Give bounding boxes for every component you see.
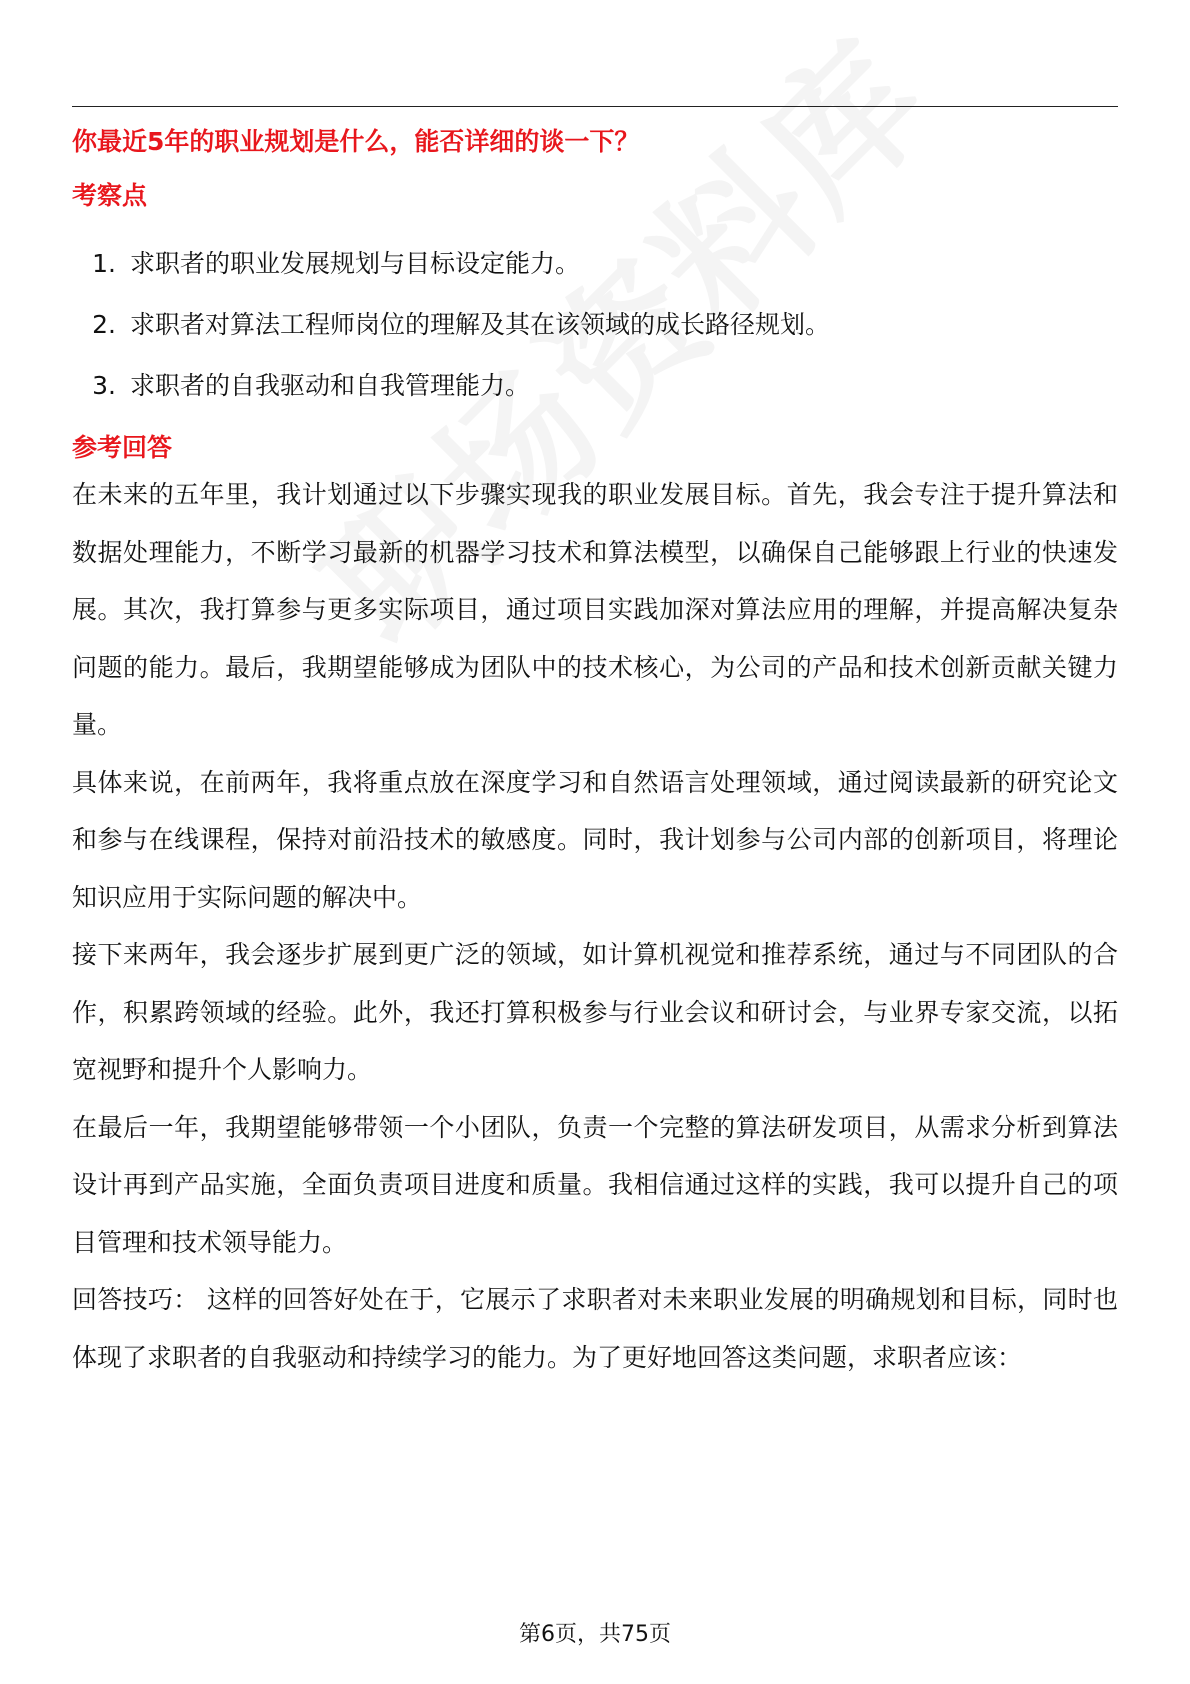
list-item-number: 3. — [92, 371, 116, 400]
answer-paragraph: 具体来说，在前两年，我将重点放在深度学习和自然语言处理领域，通过阅读最新的研究论文和参与在线课程，保持对前沿技术的敏感度。同时，我计划参与公司内部的创新项目，将理论知识应用于实际问题的解决中。 — [72, 767, 1118, 912]
answer-paragraph: 在未来的五年里，我计划通过以下步骤实现我的职业发展目标。首先，我会专注于提升算法和数据处理能力，不断学习最新的机器学习技术和算法模型，以确保自己能够跟上行业的快速发展。其次，我打算参与更多实际项目，通过项目实践加深对算法应用的理解，并提高解决复杂问题的能力。最后，我期望能够成为团队中的技术核心，为公司的产品和技术创新贡献关键力量。 — [72, 480, 1118, 739]
page-number: 第6页，共75页 — [519, 1622, 671, 1647]
answer-paragraph: 接下来两年，我会逐步扩展到更广泛的领域，如计算机视觉和推荐系统，通过与不同团队的合作，积累跨领域的经验。此外，我还打算积极参与行业会议和研讨会，与业界专家交流，以拓宽视野和提升个人影响力。 — [72, 940, 1118, 1084]
question-heading: 你最近5年的职业规划是什么，能否详细的谈一下？ — [72, 127, 640, 156]
list-item-text: 求职者对算法工程师岗位的理解及其在该领域的成长路径规划。 — [130, 310, 831, 339]
list-item-text: 求职者的职业发展规划与目标设定能力。 — [130, 249, 581, 278]
list-item — [72, 246, 1118, 282]
tips-paragraph: 回答技巧： 这样的回答好处在于，它展示了求职者对未来职业发展的明确规划和目标，同时也体现了求职者的自我驱动和持续学习的能力。为了更好地回答这类问题，求职者应该： — [72, 1285, 1118, 1372]
list-item-text: 求职者的自我驱动和自我管理能力。 — [130, 371, 531, 400]
header-rule — [72, 106, 1118, 107]
page-content — [72, 124, 1118, 1386]
answer-section-title: 参考回答 — [72, 433, 173, 462]
answer-paragraph: 在最后一年，我期望能够带领一个小团队，负责一个完整的算法研发项目，从需求分析到算法设计再到产品实施，全面负责项目进度和质量。我相信通过这样的实践，我可以提升自己的项目管理和技术领导能力。 — [72, 1112, 1118, 1257]
points-list — [72, 246, 1118, 404]
list-item-number: 1. — [92, 249, 116, 278]
points-section-title: 考察点 — [72, 181, 148, 210]
list-item-number: 2. — [92, 310, 116, 339]
list-item — [72, 307, 1118, 343]
list-item — [72, 368, 1118, 404]
